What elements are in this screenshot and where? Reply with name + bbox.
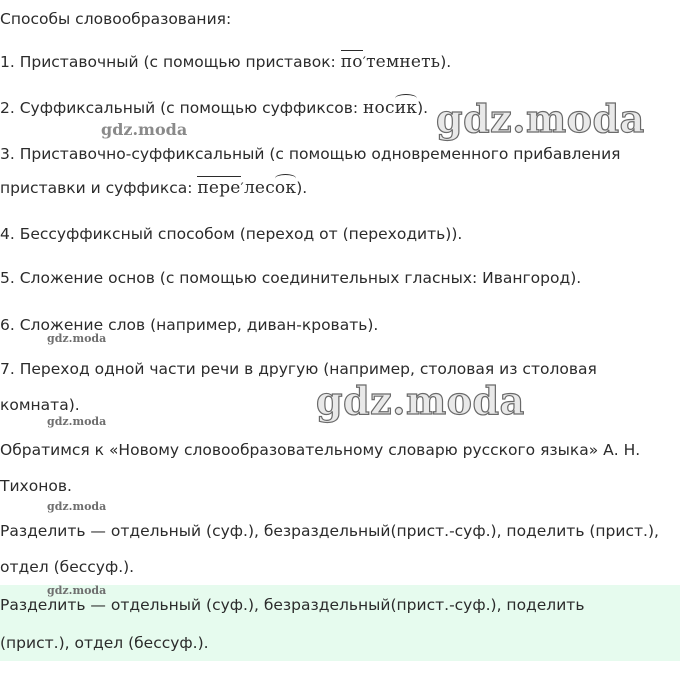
watermark-logo: gdz.moda [47,500,107,513]
item-1-text: 1. Приставочный (с помощью приставок: [0,53,341,71]
watermark-logo: gdz.moda [47,332,107,345]
word-root: лес [243,178,275,198]
item-4: 4. Бессуффиксный способом (переход от (переходить)). [0,225,463,243]
item-3-line1: 3. Приставочно-суффиксальный (с помощью одновременного прибавления [0,145,621,163]
highlight-line2: (прист.), отдел (бессуф.). [0,634,209,652]
item-7-line2: комната). [0,396,80,414]
word-root: нос [363,98,395,118]
item-3-line2: приставки и суффикса: пере′лесок). [0,178,308,198]
item-1: 1. Приставочный (с помощью приставок: по′темнеть). [0,52,452,72]
suffix-mark: ик [394,98,418,118]
prefix-mark: по [340,52,363,72]
answer-line1: Разделить — отдельный (суф.), безраздельный(прист.-суф.), поделить (прист.), [0,522,659,540]
paragraph-line2: Тихонов. [0,477,72,495]
word-root: темнеть [366,52,441,72]
watermark-logo: gdz.moda [47,415,107,428]
suffix-mark: ок [274,178,297,198]
prefix-mark: пере [197,178,241,198]
page-title: Способы словообразования: [0,10,232,28]
item-7-line1: 7. Переход одной части речи в другую (например, столовая из столовая [0,360,597,378]
answer-line2: отдел (бессуф.). [0,558,135,576]
item-6: 6. Сложение слов (например, диван-кровать). [0,316,379,334]
watermark-logo: gdz.moda [47,584,107,597]
highlight-line1: Разделить — отдельный (суф.), безраздельный(прист.-суф.), поделить [0,596,585,614]
watermark-logo: gdz.moda [101,120,188,139]
paragraph-line1: Обратимся к «Новому словообразовательному словарю русского языка» А. Н. [0,441,641,459]
watermark-logo: gdz.moda [316,378,525,423]
item-2-text: 2. Суффиксальный (с помощью суффиксов: [0,99,364,117]
item-2: 2. Суффиксальный (с помощью суффиксов: носик). [0,98,429,118]
item-5: 5. Сложение основ (с помощью соединительных гласных: Ивангород). [0,269,582,287]
watermark-logo: gdz.moda [436,96,645,141]
